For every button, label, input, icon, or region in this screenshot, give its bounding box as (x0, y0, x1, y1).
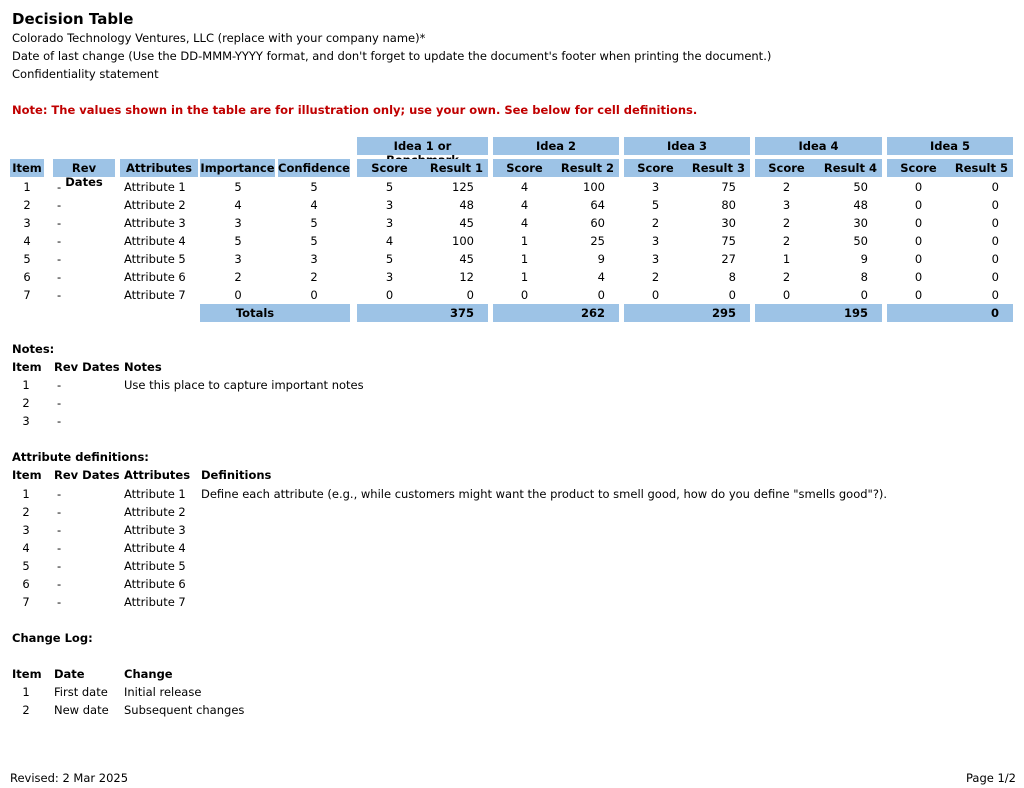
attrdef-col-definitions: Definitions (201, 468, 272, 482)
list-item-rev-date: - (57, 523, 62, 537)
total-value-5: 0 (990, 306, 999, 320)
col-header-confidence: Confidence (278, 161, 350, 175)
table-row-importance: 3 (234, 252, 242, 266)
list-item-attribute: Attribute 6 (124, 577, 186, 591)
table-row-score: 2 (782, 180, 791, 194)
table-row-score: 0 (385, 288, 394, 302)
total-value-3: 295 (711, 306, 736, 320)
list-item-number: 3 (22, 523, 30, 537)
table-row-result: 125 (452, 180, 474, 194)
notes-col-item: Item (12, 360, 42, 374)
table-row-result: 12 (459, 270, 474, 284)
table-row-confidence: 3 (310, 252, 318, 266)
table-row-importance: 2 (234, 270, 242, 284)
table-row-score: 0 (914, 216, 923, 230)
table-row-item: 4 (23, 234, 31, 248)
table-row-score: 1 (520, 270, 529, 284)
table-row-rev-date: - (57, 198, 62, 212)
table-row-score: 0 (914, 234, 923, 248)
list-item-attribute: Attribute 2 (124, 505, 186, 519)
list-item-date: First date (54, 685, 108, 699)
table-row-attribute: Attribute 6 (124, 270, 186, 284)
table-row-rev-date: - (57, 234, 62, 248)
list-item-number: 5 (22, 559, 30, 573)
table-row-score: 2 (782, 270, 791, 284)
table-row-importance: 0 (234, 288, 242, 302)
list-item-rev-date: - (57, 396, 62, 410)
table-row-attribute: Attribute 1 (124, 180, 186, 194)
table-row-score: 4 (520, 180, 529, 194)
table-row-attribute: Attribute 2 (124, 198, 186, 212)
attrdef-col-rev-dates: Rev Dates (54, 468, 120, 482)
table-row-score: 0 (914, 288, 923, 302)
list-item-number: 2 (22, 396, 30, 410)
list-item-change: Initial release (124, 685, 202, 699)
total-value-2: 262 (580, 306, 605, 320)
col-header-attributes: Attributes (125, 161, 193, 175)
table-row-result: 0 (860, 288, 868, 302)
table-row-item: 7 (23, 288, 31, 302)
table-row-rev-date: - (57, 180, 62, 194)
table-row-attribute: Attribute 5 (124, 252, 186, 266)
table-row-item: 1 (23, 180, 31, 194)
col-header-result-5: Result 5 (954, 161, 1008, 175)
table-row-confidence: 2 (310, 270, 318, 284)
list-item-number: 3 (22, 414, 30, 428)
table-row-result: 8 (728, 270, 736, 284)
table-row-confidence: 5 (310, 180, 318, 194)
table-row-result: 9 (597, 252, 605, 266)
table-row-score: 2 (651, 216, 660, 230)
table-row-result: 25 (590, 234, 605, 248)
notes-heading: Notes: (12, 342, 55, 356)
table-row-result: 80 (721, 198, 736, 212)
table-row-score: 0 (520, 288, 529, 302)
table-row-result: 0 (991, 216, 999, 230)
illustration-note: Note: The values shown in the table are for illustration only; use your own. See below for cell definitions. (12, 103, 698, 117)
changelog-col-change: Change (124, 667, 173, 681)
table-row-score: 1 (520, 252, 529, 266)
attrdef-col-attributes: Attributes (124, 468, 191, 482)
date-of-last-change: Date of last change (Use the DD-MMM-YYYY format, and don't forget to update the document's footer when printing the document.) (12, 49, 772, 63)
col-header-result-2: Result 2 (560, 161, 614, 175)
table-row-confidence: 4 (310, 198, 318, 212)
table-row-importance: 5 (234, 234, 242, 248)
table-row-result: 100 (583, 180, 605, 194)
table-row-result: 48 (459, 198, 474, 212)
table-row-attribute: Attribute 7 (124, 288, 186, 302)
list-item-definition: Define each attribute (e.g., while customers might want the product to smell good, how do you define "smells good"?). (201, 487, 888, 501)
table-row-result: 48 (853, 198, 868, 212)
col-header-result-4: Result 4 (823, 161, 877, 175)
list-item-attribute: Attribute 1 (124, 487, 186, 501)
footer-revised-date: Revised: 2 Mar 2025 (10, 771, 129, 785)
list-item-rev-date: - (57, 487, 62, 501)
table-row-importance: 5 (234, 180, 242, 194)
idea-header-3: Idea 3 (666, 139, 708, 153)
col-header-score-1: Score (371, 161, 408, 175)
table-row-item: 6 (23, 270, 31, 284)
table-row-result: 30 (853, 216, 868, 230)
col-header-score-4: Score (768, 161, 805, 175)
list-item-rev-date: - (57, 378, 62, 392)
table-row-confidence: 5 (310, 234, 318, 248)
table-row-importance: 3 (234, 216, 242, 230)
table-row-score: 0 (914, 270, 923, 284)
idea-header-2: Idea 2 (535, 139, 577, 153)
table-row-importance: 4 (234, 198, 242, 212)
document-title: Decision Table (12, 10, 134, 28)
table-row-score: 4 (520, 216, 529, 230)
list-item-change: Subsequent changes (124, 703, 245, 717)
changelog-col-item: Item (12, 667, 42, 681)
table-row-score: 3 (385, 270, 394, 284)
table-row-score: 2 (782, 234, 791, 248)
table-row-result: 8 (860, 270, 868, 284)
table-row-result: 0 (728, 288, 736, 302)
table-row-result: 0 (991, 252, 999, 266)
list-item-rev-date: - (57, 577, 62, 591)
table-row-score: 0 (914, 180, 923, 194)
table-row-result: 30 (721, 216, 736, 230)
table-row-item: 2 (23, 198, 31, 212)
list-item-number: 2 (22, 505, 30, 519)
changelog-col-date: Date (54, 667, 85, 681)
list-item-number: 7 (22, 595, 30, 609)
company-name: Colorado Technology Ventures, LLC (replace with your company name)* (12, 31, 426, 45)
table-row-result: 100 (452, 234, 474, 248)
table-row-score: 3 (385, 216, 394, 230)
list-item-note: Use this place to capture important notes (124, 378, 364, 392)
table-row-score: 3 (651, 180, 660, 194)
table-row-result: 0 (466, 288, 474, 302)
table-row-result: 0 (597, 288, 605, 302)
table-row-rev-date: - (57, 270, 62, 284)
notes-col-notes: Notes (124, 360, 162, 374)
list-item-number: 4 (22, 541, 30, 555)
idea-header-1: Idea 1 or (393, 139, 452, 153)
col-header-result-1: Result 1 (429, 161, 483, 175)
confidentiality-statement: Confidentiality statement (12, 67, 159, 81)
table-row-confidence: 5 (310, 216, 318, 230)
list-item-attribute: Attribute 3 (124, 523, 186, 537)
attribute-definitions-heading: Attribute definitions: (12, 450, 149, 464)
table-row-score: 0 (914, 252, 923, 266)
total-value-4: 195 (843, 306, 868, 320)
table-row-score: 4 (385, 234, 394, 248)
table-row-result: 9 (860, 252, 868, 266)
list-item-number: 1 (22, 378, 30, 392)
list-item-rev-date: - (57, 414, 62, 428)
col-header-score-3: Score (637, 161, 674, 175)
col-header-result-3: Result 3 (691, 161, 745, 175)
table-row-result: 64 (590, 198, 605, 212)
table-row-attribute: Attribute 3 (124, 216, 186, 230)
total-value-1: 375 (449, 306, 474, 320)
col-header-score-2: Score (506, 161, 543, 175)
table-row-result: 0 (991, 288, 999, 302)
col-header-item: Item (12, 161, 42, 175)
table-row-result: 45 (459, 216, 474, 230)
table-row-item: 5 (23, 252, 31, 266)
table-row-score: 0 (782, 288, 791, 302)
table-row-result: 50 (853, 180, 868, 194)
list-item-attribute: Attribute 7 (124, 595, 186, 609)
table-row-result: 60 (590, 216, 605, 230)
table-row-result: 4 (597, 270, 605, 284)
list-item-number: 6 (22, 577, 30, 591)
list-item-number: 2 (22, 703, 30, 717)
table-row-result: 75 (721, 234, 736, 248)
table-row-result: 27 (721, 252, 736, 266)
table-row-result: 75 (721, 180, 736, 194)
table-row-result: 45 (459, 252, 474, 266)
list-item-rev-date: - (57, 505, 62, 519)
table-row-result: 0 (991, 198, 999, 212)
table-row-attribute: Attribute 4 (124, 234, 186, 248)
attrdef-col-item: Item (12, 468, 42, 482)
table-row-score: 3 (651, 234, 660, 248)
table-row-score: 3 (385, 198, 394, 212)
table-row-score: 2 (651, 270, 660, 284)
table-row-score: 5 (385, 252, 394, 266)
table-row-score: 2 (782, 216, 791, 230)
list-item-rev-date: - (57, 559, 62, 573)
table-row-score: 3 (651, 252, 660, 266)
table-row-result: 0 (991, 234, 999, 248)
table-row-score: 3 (782, 198, 791, 212)
table-row-score: 4 (520, 198, 529, 212)
table-row-score: 1 (782, 252, 791, 266)
change-log-heading: Change Log: (12, 631, 93, 645)
idea-header-5: Idea 5 (929, 139, 971, 153)
table-row-score: 5 (651, 198, 660, 212)
list-item-attribute: Attribute 5 (124, 559, 186, 573)
list-item-attribute: Attribute 4 (124, 541, 186, 555)
table-row-score: 1 (520, 234, 529, 248)
table-row-result: 0 (991, 180, 999, 194)
table-row-confidence: 0 (310, 288, 318, 302)
totals-label: Totals (235, 306, 275, 320)
table-row-rev-date: - (57, 252, 62, 266)
table-row-score: 0 (914, 198, 923, 212)
list-item-rev-date: - (57, 541, 62, 555)
list-item-number: 1 (22, 487, 30, 501)
list-item-date: New date (54, 703, 109, 717)
table-row-score: 5 (385, 180, 394, 194)
notes-col-rev-dates: Rev Dates (54, 360, 120, 374)
list-item-number: 1 (22, 685, 30, 699)
col-header-importance: Importance (200, 161, 275, 175)
col-header-score-5: Score (900, 161, 937, 175)
table-row-result: 0 (991, 270, 999, 284)
footer-page-number: Page 1/2 (965, 771, 1016, 785)
table-row-item: 3 (23, 216, 31, 230)
table-row-result: 50 (853, 234, 868, 248)
table-row-score: 0 (651, 288, 660, 302)
table-row-rev-date: - (57, 288, 62, 302)
list-item-rev-date: - (57, 595, 62, 609)
table-row-rev-date: - (57, 216, 62, 230)
col-header-rev-dates: Rev Dates (65, 161, 103, 189)
idea-header-4: Idea 4 (798, 139, 839, 153)
